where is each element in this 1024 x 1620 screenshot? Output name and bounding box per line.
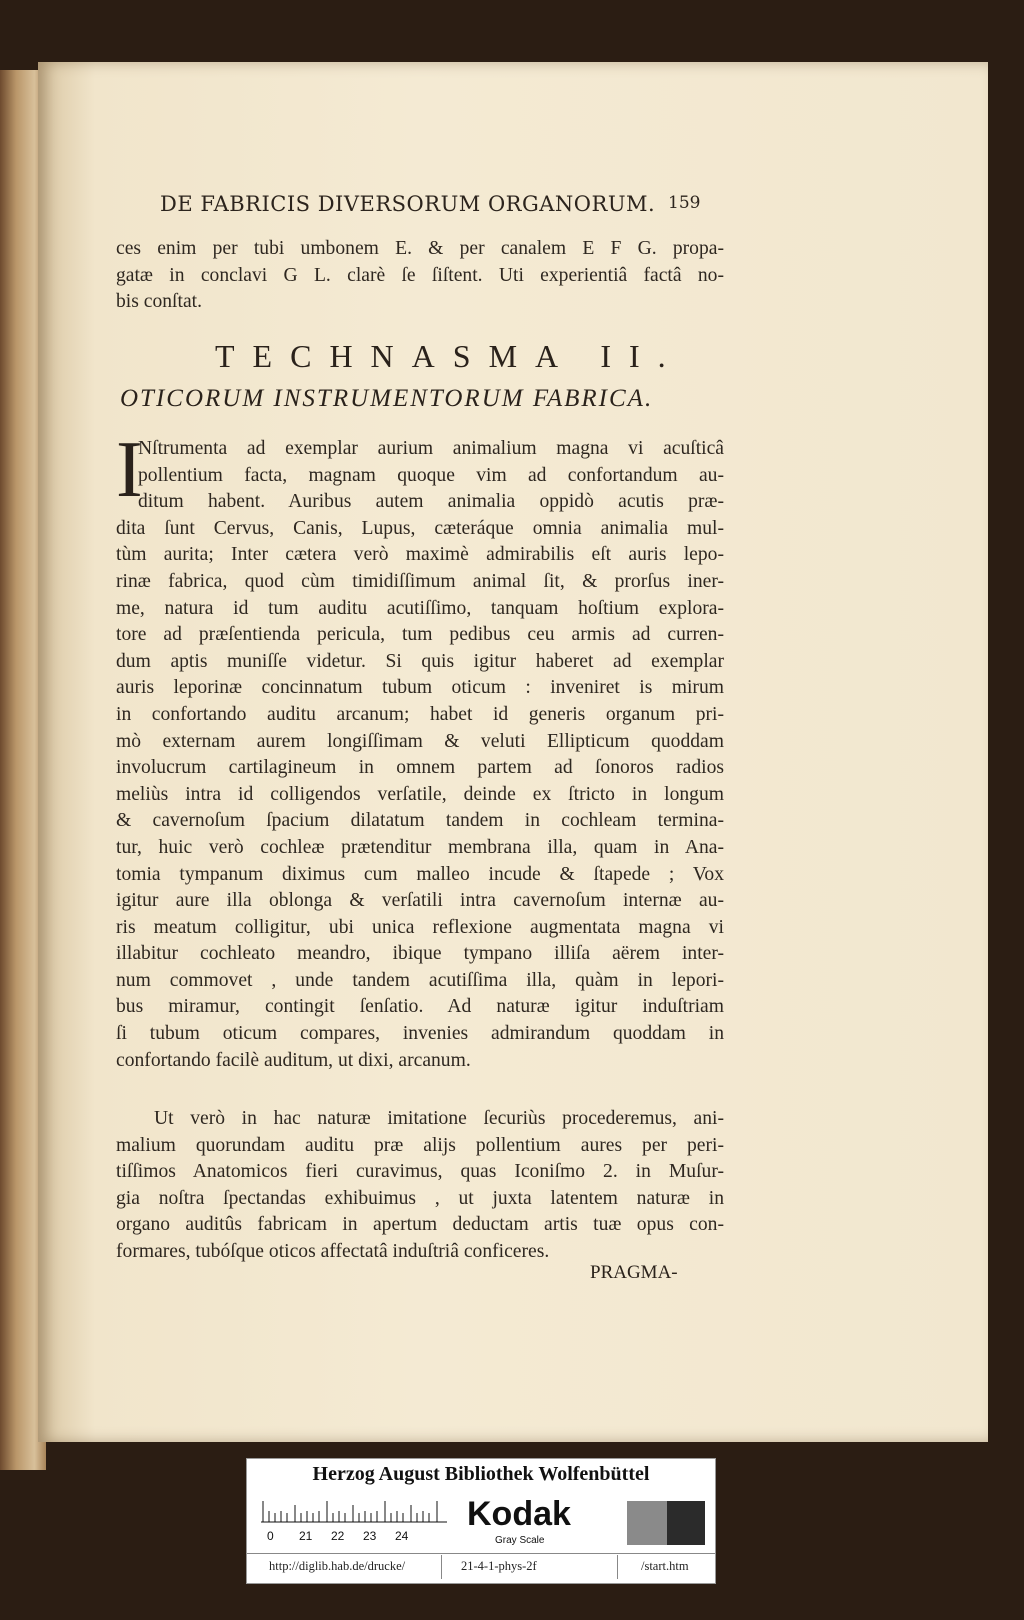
ruler-number: 23	[363, 1529, 377, 1543]
text-line: rinæ fabrica, quod cùm timidiſſimum animal ſit, & prorſus iner-	[116, 570, 724, 592]
gray-swatch	[627, 1501, 667, 1545]
text-line: in confortando auditu arcanum; habet id generis organum pri-	[116, 703, 724, 725]
text-line: Ut verò in hac naturæ imitatione ſecuriùs procederemus, ani-	[154, 1108, 724, 1129]
ruler-scale	[261, 1501, 447, 1523]
text-line: bus miramur, contingit ſenſatio. Ad naturæ igitur induſtriam	[116, 996, 724, 1018]
text-line: ſi tubum oticum compares, invenies admirandum quoddam in	[116, 1023, 724, 1045]
text-line: num commovet , unde tandem acutiſſima illa, quàm in lepori-	[116, 969, 724, 991]
dark-swatch	[667, 1501, 705, 1545]
text-line: involucrum cartilagineum in omnem partem ad ſonoros radios	[116, 757, 724, 779]
gray-scale-label: Gray Scale	[495, 1535, 545, 1546]
text-line: dita ſunt Cervus, Canis, Lupus, cæteráque omnia animalia mul-	[116, 517, 724, 539]
section-title: TECHNASMA II.	[215, 338, 684, 374]
divider	[247, 1553, 715, 1554]
page-number: 159	[668, 193, 701, 213]
text-line: tore ad præſentienda pericula, tum pedibus ceu armis ad curren-	[116, 624, 724, 646]
section-subtitle: OTICORUM INSTRUMENTORUM FABRICA.	[120, 385, 654, 412]
text-line: organo auditûs fabricam in apertum deductam artis tuæ opus con-	[116, 1214, 724, 1236]
text-line: auris leporinæ concinnatum tubum oticum : inveniret is mirum	[116, 677, 724, 699]
divider	[441, 1555, 442, 1579]
text-line: tomia tympanum diximus cum malleo incude & ſtapede ; Vox	[116, 863, 724, 885]
second-paragraph	[116, 1106, 724, 1266]
divider	[617, 1555, 618, 1579]
text-line: gatæ in conclavi G L. clarè ſe ſiſtent. Uti experientiâ factâ no-	[116, 264, 724, 286]
drop-initial: I	[116, 426, 143, 514]
text-line: illabitur cochleato meandro, ibique tympano illiſa aërem inter-	[116, 943, 724, 965]
text-line: gia noſtra ſpectandas exhibuimus , ut juxta latentem naturæ in	[116, 1187, 724, 1209]
ruler-number: 24	[395, 1529, 409, 1543]
url-base[interactable]: http://diglib.hab.de/drucke/	[269, 1559, 406, 1573]
text-line: Nſtrumenta ad exemplar aurium animalium magna vi acuſticâ	[138, 438, 724, 459]
text-line: me, natura id tum auditu acutiſſimo, tanquam hoſtium explora-	[116, 597, 724, 619]
text-line: meliùs intra id colligendos verſatile, deinde ex ſtricto in longum	[116, 783, 724, 805]
text-line: ris meatum colligitur, ubi unica reflexione augmentata magna vi	[116, 916, 724, 938]
url-shelfmark[interactable]: 21-4-1-phys-2f	[461, 1559, 537, 1573]
ruler-numbers	[267, 1529, 427, 1543]
text-line: ces enim per tubi umbonem E. & per canalem E F G. propa-	[116, 238, 724, 259]
text-line: pollentium facta, magnam quoque vim ad confortandum au-	[138, 464, 724, 486]
text-line: tur, huic verò cochleæ prætenditur membrana illa, quam in Ana-	[116, 836, 724, 858]
catchword: PRAGMA-	[590, 1262, 678, 1283]
ruler-number: 22	[331, 1529, 345, 1543]
ruler-number: 21	[299, 1529, 313, 1543]
text-line: malium quorundam auditu præ alijs pollentium aures per peri-	[116, 1134, 724, 1156]
ruler-number: 0	[267, 1529, 274, 1543]
main-paragraph	[116, 436, 724, 1074]
running-title: DE FABRICIS DIVERSORUM ORGANORUM.	[160, 192, 656, 216]
library-name: Herzog August Bibliothek Wolfenbüttel	[312, 1463, 650, 1485]
text-line: & cavernoſum ſpacium dilatatum tandem in cochleam termina-	[116, 810, 724, 832]
text-line: bis conſtat.	[116, 291, 202, 313]
text-line: igitur aure illa oblonga & verſatili intra cavernoſum internæ au-	[116, 890, 724, 912]
text-line: ditum habent. Auribus autem animalia oppidò acutis præ-	[138, 491, 724, 513]
text-line: tùm aurita; Inter cætera verò maximè admirabilis eſt auris lepo-	[116, 544, 724, 566]
intro-paragraph	[116, 236, 724, 316]
text-line: dum aptis muniſſe videtur. Si quis igitur haberet ad exemplar	[116, 650, 724, 672]
text-line: formares, tubóſque oticos affectatâ induſtriâ conficeres.	[116, 1240, 550, 1262]
kodak-logo: Kodak	[467, 1495, 571, 1533]
text-line: confortando facilè auditum, ut dixi, arcanum.	[116, 1049, 471, 1071]
text-line: mò externam aurem longiſſimam & veluti Ellipticum quoddam	[116, 730, 724, 752]
library-color-bar	[246, 1458, 716, 1584]
text-line: tiſſimos Anatomicos fieri curavimus, quas Iconiſmo 2. in Muſur-	[116, 1161, 724, 1183]
url-start[interactable]: /start.htm	[641, 1559, 689, 1573]
